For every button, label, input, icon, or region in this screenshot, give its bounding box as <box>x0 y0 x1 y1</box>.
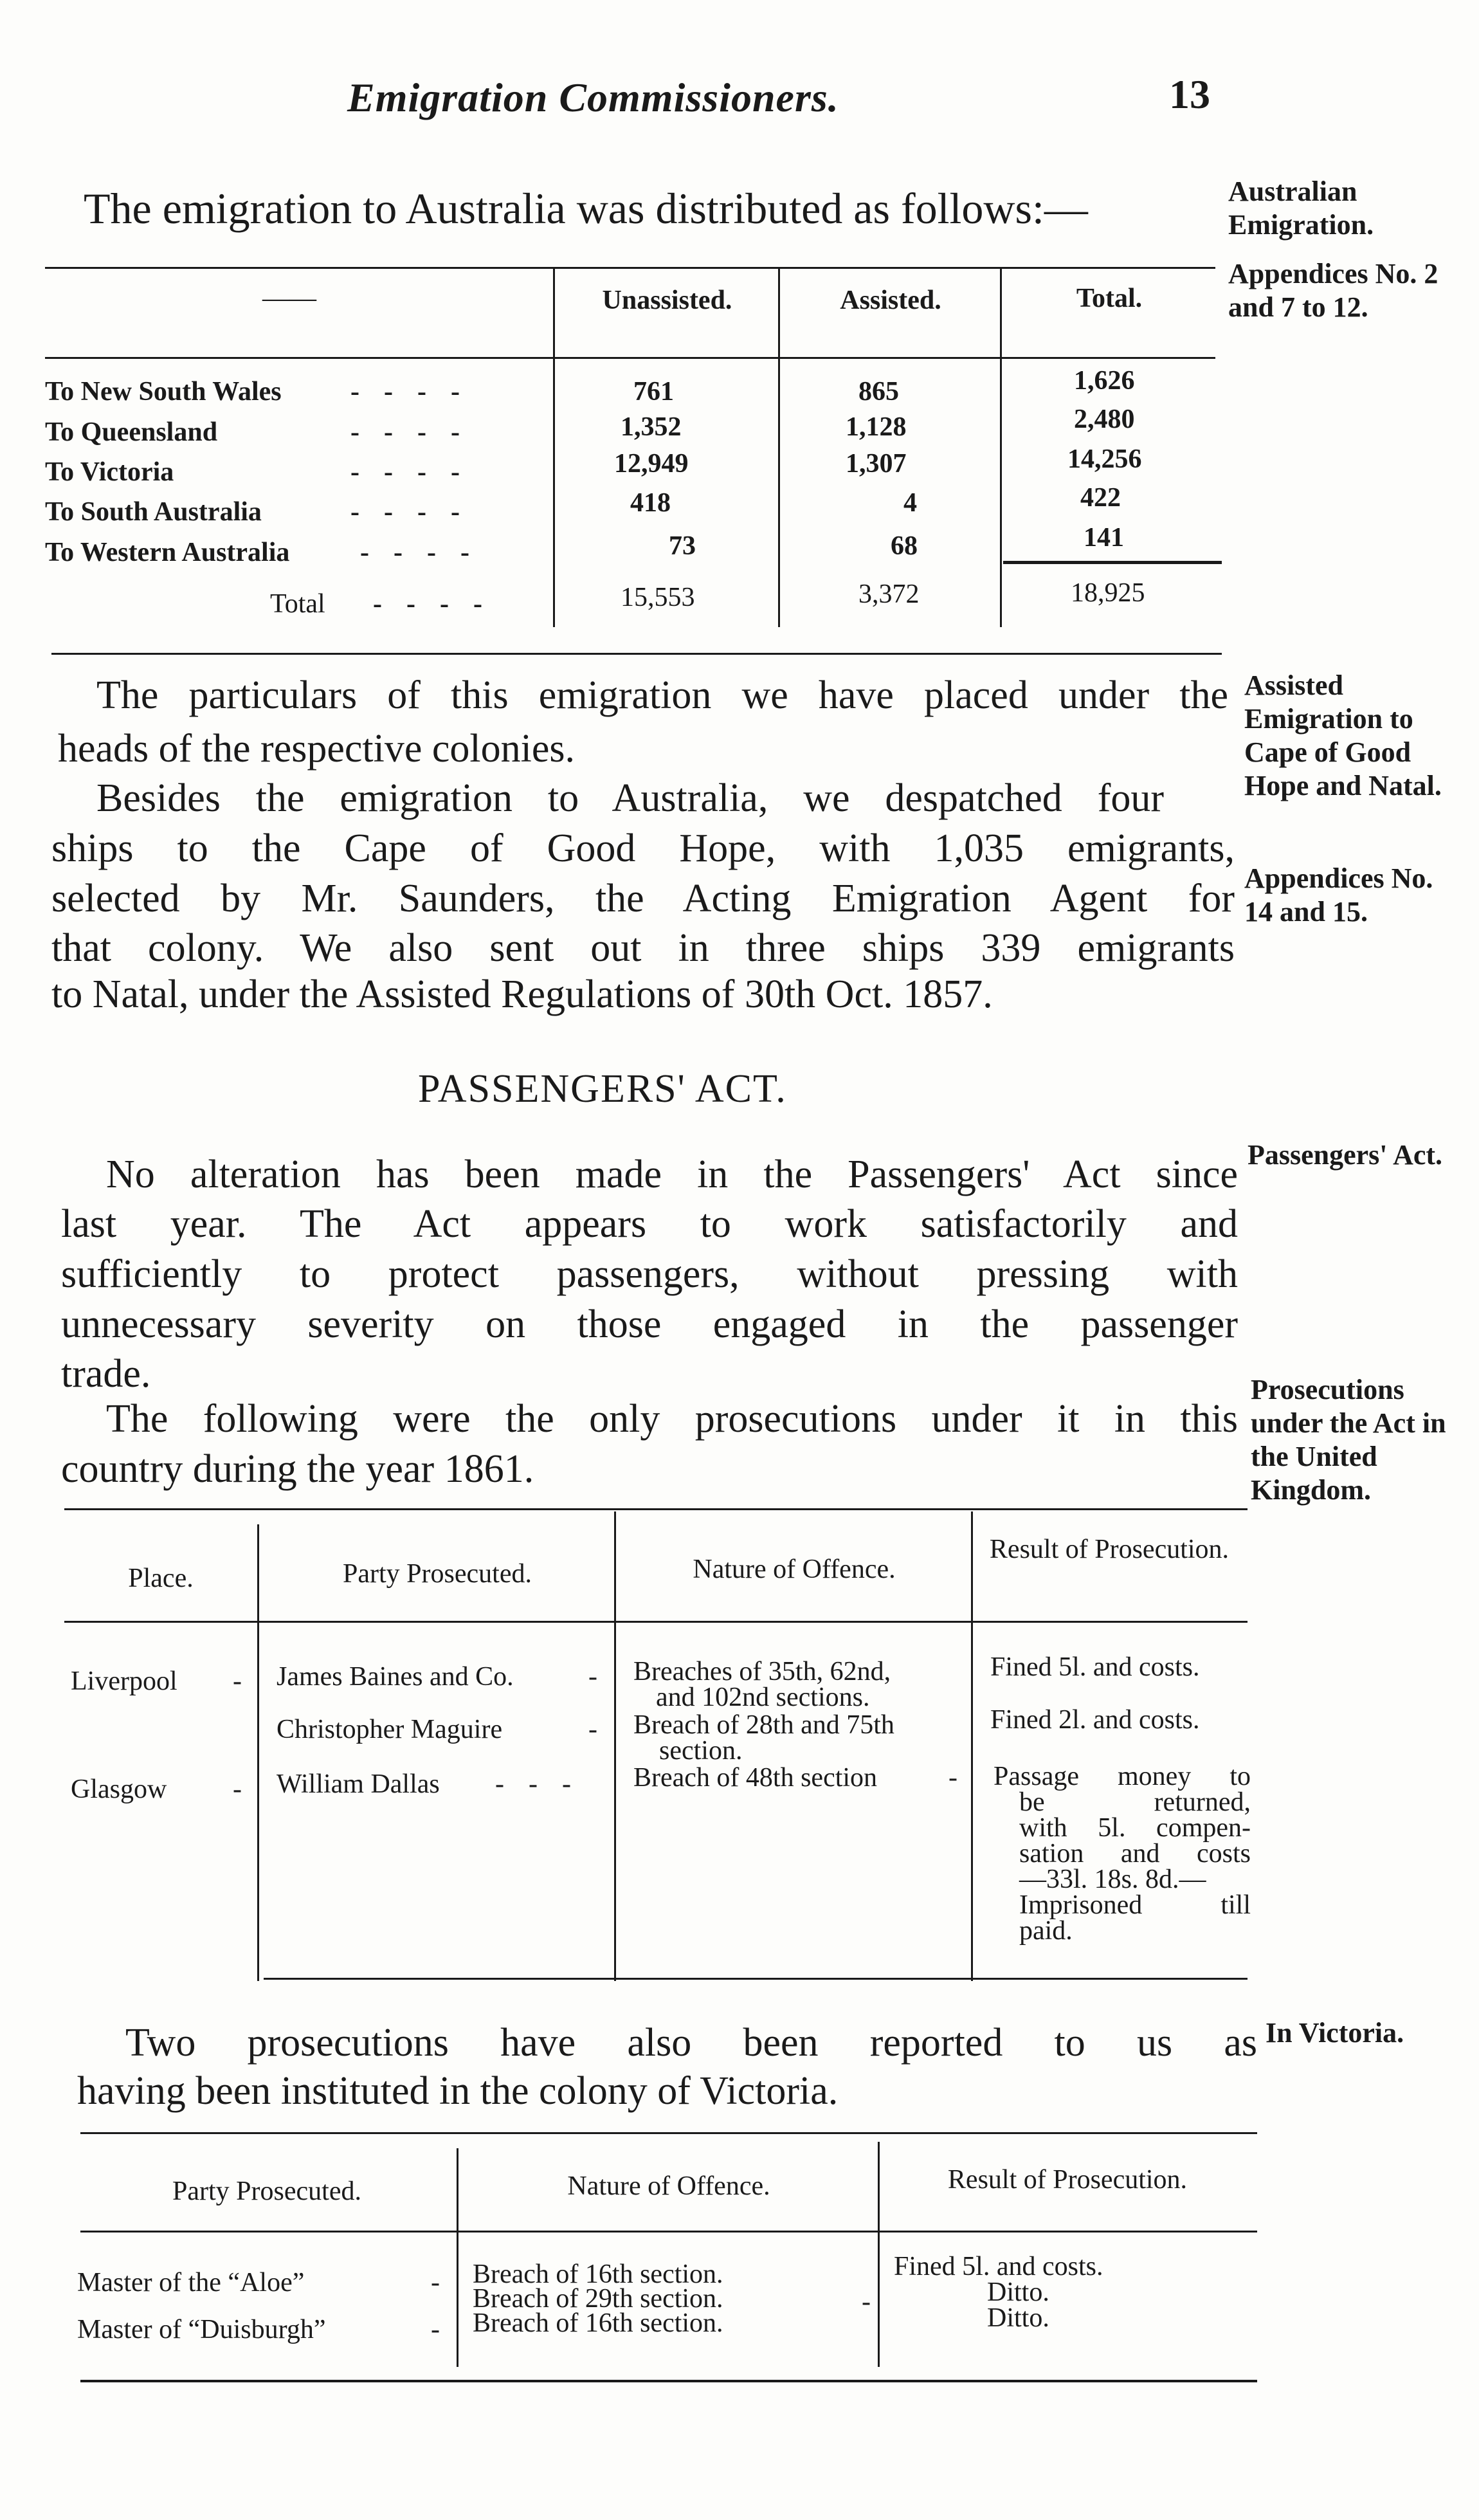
paragraph-line: selected by Mr. Saunders, the Acting Emigration Agent for <box>51 877 1235 920</box>
cell-offence: Breach of 29th section. <box>473 2284 723 2314</box>
paragraph-line: The particulars of this emigration we have placed under the <box>96 673 1228 717</box>
cell-assisted: 865 <box>858 377 899 406</box>
leader-dashes: -​-​-​- <box>350 497 484 527</box>
leader-dash: - <box>588 1715 597 1744</box>
paragraph-line: ships to the Cape of Good Hope, with 1,035 emigrants, <box>51 826 1235 870</box>
paragraph-line: having been instituted in the colony of Victoria. <box>77 2069 839 2113</box>
table-divider <box>614 1511 616 1981</box>
cell-unassisted: 418 <box>630 488 671 518</box>
margin-note-prosecutions-uk: Prosecutions under the Act in the United Kingdom. <box>1251 1374 1446 1506</box>
cell-party: Christopher Maguire <box>277 1715 503 1744</box>
column-header-offence: Nature of Offence. <box>567 2171 770 2201</box>
cell-total: 14,256 <box>1067 444 1142 474</box>
paragraph-line: last year. The Act appears to work satisfactorily and <box>61 1202 1238 1246</box>
australia-intro: The emigration to Australia was distributed as follows:— <box>84 184 1088 233</box>
column-header-result: Result of Prosecution. <box>947 2165 1188 2195</box>
page-number: 13 <box>1169 71 1210 117</box>
cell-result: Fined 5l. and costs. <box>894 2252 1103 2281</box>
column-header-result: Result of Prosecution. <box>989 1535 1229 1564</box>
cell-result: Fined 5l. and costs. <box>990 1652 1200 1682</box>
cell-party: Master of the “Aloe” <box>77 2268 305 2297</box>
paragraph-line: country during the year 1861. <box>61 1447 534 1491</box>
cell-result: with 5l. compen- <box>1019 1813 1251 1843</box>
cell-unassisted: 1,352 <box>621 412 682 442</box>
leader-dashes: -​-​-​- <box>350 457 484 487</box>
cell-place: Liverpool <box>71 1666 177 1696</box>
table-rule-bottom <box>80 2380 1257 2382</box>
cell-offence: Breach of 16th section. <box>473 2260 723 2289</box>
leader-dashes: -​-​-​- <box>350 377 484 406</box>
cell-offence: Breaches of 35th, 62nd, <box>633 1657 891 1686</box>
paragraph-line: unnecessary severity on those engaged in the passenger <box>61 1302 1238 1346</box>
table-divider <box>971 1511 973 1981</box>
margin-note-assisted-emigration: Assisted Emigration to Cape of Good Hope and Natal. <box>1244 670 1442 801</box>
cell-offence: Breach of 28th and 75th <box>633 1710 894 1740</box>
table-rule-bottom <box>51 653 1222 655</box>
column-header-offence: Nature of Offence. <box>693 1555 896 1584</box>
margin-note-appendices-2-12: Appendices No. 2 and 7 to 12. <box>1228 258 1438 323</box>
paragraph-line: sufficiently to protect passengers, without pressing with <box>61 1252 1238 1296</box>
table-divider <box>778 267 780 627</box>
leader-dash: - <box>588 1662 597 1692</box>
leader-dash: - <box>233 1775 242 1804</box>
leader-dashes: -​-​- <box>495 1769 595 1799</box>
section-heading-passengers-act: PASSENGERS' ACT. <box>418 1067 787 1111</box>
paragraph-line: heads of the respective colonies. <box>58 727 575 771</box>
leader-dash: - <box>233 1666 242 1696</box>
margin-note-australian-emigration: Australian Emigration. <box>1228 176 1374 241</box>
cell-assisted: 68 <box>891 531 918 561</box>
column-header-assisted: Assisted. <box>840 286 941 315</box>
row-label: To New South Wales <box>45 377 282 406</box>
leader-dashes: -​-​-​- <box>373 589 507 619</box>
column-header-unassisted: Unassisted. <box>602 286 732 315</box>
cell-result: Imprisoned till <box>1019 1890 1251 1920</box>
table-rule-header <box>80 2231 1257 2232</box>
cell-unassisted: 15,553 <box>621 583 695 612</box>
cell-result: Passage money to <box>994 1762 1251 1791</box>
leader-dashes: -​-​-​- <box>350 417 484 447</box>
cell-result: paid. <box>1019 1916 1073 1946</box>
cell-party: William Dallas <box>277 1769 440 1799</box>
table-divider <box>1000 267 1002 627</box>
cell-unassisted: 12,949 <box>614 449 689 479</box>
cell-place: Glasgow <box>71 1775 167 1804</box>
paragraph-line: to Natal, under the Assisted Regulations of 30th Oct. 1857. <box>51 972 993 1016</box>
cell-party: Master of “Duisburgh” <box>77 2315 326 2344</box>
paragraph-line: that colony. We also sent out in three ships 339 emigrants <box>51 926 1235 970</box>
margin-note-in-victoria: In Victoria. <box>1266 2017 1404 2049</box>
cell-assisted: 4 <box>903 488 917 518</box>
table-divider <box>257 1524 259 1981</box>
cell-assisted: 1,307 <box>846 449 907 479</box>
paragraph-line: The following were the only prosecutions under it in this <box>106 1397 1238 1441</box>
cell-offence: section. <box>659 1736 743 1766</box>
row-label-total: Total <box>270 589 325 619</box>
cell-total: 422 <box>1080 483 1121 513</box>
cell-result: Ditto. <box>987 2303 1049 2333</box>
margin-note-passengers-act: Passengers' Act. <box>1248 1139 1443 1171</box>
cell-total: 1,626 <box>1074 366 1135 396</box>
leader-dash: - <box>862 2287 871 2317</box>
paragraph-line: Besides the emigration to Australia, we despatched four <box>96 776 1164 820</box>
leader-dash: - <box>431 2315 440 2344</box>
margin-note-appendices-14-15: Appendices No. 14 and 15. <box>1244 863 1433 927</box>
table-divider <box>553 267 555 627</box>
cell-result: Ditto. <box>987 2278 1049 2307</box>
leader-dash: - <box>948 1763 957 1793</box>
column-header-party: Party Prosecuted. <box>343 1559 532 1589</box>
paragraph-line: No alteration has been made in the Passengers' Act since <box>106 1153 1238 1196</box>
paragraph-line: trade. <box>61 1352 151 1396</box>
row-label: To South Australia <box>45 497 262 527</box>
table-rule-bottom <box>264 1978 1248 1980</box>
cell-result: sation and costs <box>1019 1839 1251 1868</box>
cell-total: 2,480 <box>1074 405 1135 434</box>
table-rule-header <box>64 1621 1248 1623</box>
cell-assisted: 1,128 <box>846 412 907 442</box>
column-header-place: Place. <box>128 1564 194 1593</box>
table-rule-top <box>64 1508 1248 1510</box>
cell-offence: Breach of 16th section. <box>473 2308 723 2338</box>
table-divider <box>878 2142 880 2367</box>
paragraph-line: Two prosecutions have also been reported to us as <box>125 2021 1257 2065</box>
table-rule-top <box>45 267 1215 269</box>
cell-unassisted: 761 <box>633 377 674 406</box>
cell-total: 18,925 <box>1071 578 1145 608</box>
cell-result: Fined 2l. and costs. <box>990 1705 1200 1735</box>
cell-assisted: 3,372 <box>858 580 920 609</box>
leader-dashes: -​-​-​- <box>360 538 494 567</box>
page-title: Emigration Commissioners. <box>347 75 839 120</box>
column-header-total: Total. <box>1076 284 1143 313</box>
table-rule-total <box>1003 561 1222 564</box>
cell-offence: Breach of 48th section <box>633 1763 878 1793</box>
cell-unassisted: 73 <box>669 531 696 561</box>
row-label: To Queensland <box>45 417 218 447</box>
leader-dash: - <box>431 2268 440 2297</box>
column-header-blank: —— <box>262 284 316 313</box>
cell-total: 141 <box>1084 523 1124 552</box>
cell-result: —33l. 18s. 8d.— <box>1019 1865 1206 1894</box>
cell-offence: and 102nd sections. <box>656 1683 870 1712</box>
table-rule-header <box>45 357 1215 359</box>
column-header-party: Party Prosecuted. <box>172 2177 361 2206</box>
table-divider <box>457 2148 458 2367</box>
cell-party: James Baines and Co. <box>277 1662 514 1692</box>
row-label: To Victoria <box>45 457 174 487</box>
row-label: To Western Australia <box>45 538 290 567</box>
cell-result: be returned, <box>1019 1787 1251 1817</box>
table-rule-top <box>80 2132 1257 2134</box>
